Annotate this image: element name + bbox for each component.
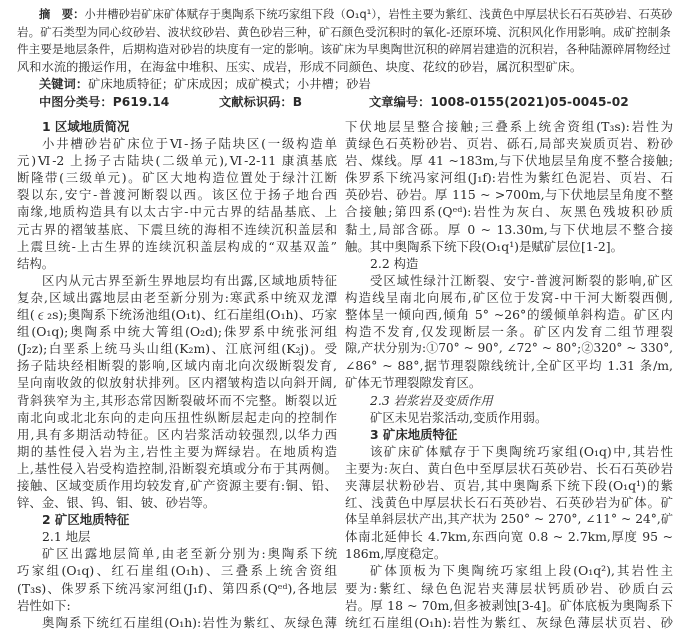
paragraph-start: 矿区出露地层简单,由老至新分别为:奥陶系下统 xyxy=(42,546,337,562)
text-line: 南北向或北北东向的走向压扭性纵断层起走向的控制作 xyxy=(17,409,337,425)
text-line: 期的基性侵入岩为主,岩性主要为辉绿岩。在地质构造 xyxy=(17,443,337,459)
text-line: ∠86° ~ 88°,据节理裂隙线统计,全矿区平均 1.31 条/m, xyxy=(345,358,673,374)
section-heading: 2 矿区地质特征 xyxy=(42,512,130,528)
text-line: 构造线呈南北向展布,矿区位于发窝-中干河大断裂西侧, xyxy=(345,289,673,305)
text-line: 英砂岩、砂岩。厚 115 ~ >700m,与下伏地层呈角度不整 xyxy=(345,187,673,203)
text-line: 侏罗系下统冯家河组(J₁f):岩性为紫红色泥岩、页岩、石 xyxy=(345,170,673,186)
document-code: 文献标识码：B xyxy=(219,94,303,109)
text-line: 下伏地层呈整合接触;三叠系上统舍资组(T₃s):岩性为 xyxy=(345,119,673,134)
text-line: 元古界的褶皱基底、下震旦统的海相不连续沉积盖层和 xyxy=(17,221,337,237)
text-line: 用,具有多期活动特征。区内岩浆活动较强烈,以华力西 xyxy=(17,426,337,442)
text-line: 体呈单斜层状产出,其产状为 250° ~ 270°, ∠11° ~ 24°,矿 xyxy=(345,512,673,527)
text-line: 统红石崖组(O₁h):岩性为紫红、灰绿色薄层状页岩、砂 xyxy=(345,614,673,630)
text-line: 复杂,区域出露地层由老至新分别为:寒武系中统双龙潭 xyxy=(17,289,337,305)
section-heading: 1 区域地质简况 xyxy=(42,119,130,134)
paragraph-end: 结构。 xyxy=(17,255,55,271)
text-line: 体南北延伸长 4.7km,东西向宽 0.8 ~ 2.7km,厚度 95 ~ xyxy=(345,529,673,545)
text-line: 巧家组(O₁q)、红石崖组(O₁h)、三叠系上统舍资组 xyxy=(17,563,337,579)
paragraph-end: 矿体无节理裂隙发育区。 xyxy=(345,375,482,391)
text-line: 断隆带(三级单元)。矿区大地构造位置处于绿汁江断 xyxy=(17,170,337,186)
text-line: 红、浅黄色中厚层状长石石英砂岩、石英砂岩为矿体。矿 xyxy=(345,495,673,511)
subsection-heading: 2.1 地层 xyxy=(42,529,91,545)
paragraph-start: 奥陶系下统红石崖组(O₁h):岩性为紫红、灰绿色薄 xyxy=(42,614,337,630)
paragraph-start: 区内从元古界至新生界地层均有出露,区域地质特征 xyxy=(42,272,337,288)
paragraph-start: 受区域性绿汁江断裂、安宁-普渡河断裂的影响,矿区 xyxy=(370,272,673,288)
metadata-row xyxy=(17,94,677,112)
article-number: 文章编号：1008-0155(2021)05-0045-02 xyxy=(369,94,629,109)
keywords-label: 关键词： xyxy=(39,77,89,92)
text-line: 南缘,地质构造具有以太古宇-中元古界的结晶基底、上 xyxy=(17,204,337,220)
clc-number: 中图分类号：P619.14 xyxy=(39,94,170,109)
abstract-text: 小井槽砂岩矿床矿体赋存于奥陶系下统巧家组下段（O₁q¹），岩性主要为紫红、浅黄色中厚层状长石石英砂岩、石英砂 xyxy=(84,8,673,21)
text-line: (T₃s)、侏罗系下统冯家河组(J₁f)、第四系(Qᵉᵈ),各地层 xyxy=(17,580,337,596)
text-line: 岩。厚 18 ~ 70m,但多被剥蚀[3-4]。矿体底板为奥陶系下 xyxy=(345,597,673,613)
text-line: 组(∊₂s);奥陶系下统汤池组(O₁t)、红石崖组(O₁h)、巧家 xyxy=(17,307,337,323)
paragraph-end: 锌、金、银、钨、钼、铍、砂岩等。 xyxy=(17,495,216,511)
paragraph-start: 该矿床矿体赋存于下奥陶统巧家组(O₁q)中,其岩性 xyxy=(370,443,673,459)
subsection-heading: 2.3 岩浆岩及变质作用 xyxy=(370,392,493,408)
paragraph-start: 矿体顶板为下奥陶统巧家组上段(O₁q²),其岩性主 xyxy=(370,563,673,579)
paragraph-end: 岩性如下: xyxy=(17,597,71,613)
text-line: 要为:紫红、绿色色泥岩夹薄层状钙质砂岩、砂质白云 xyxy=(345,580,673,596)
abstract-line xyxy=(17,6,677,24)
text-line: 呈向南收敛的似放射状排列。区内褶皱构造以向斜开阔, xyxy=(17,375,337,391)
text-line: 接触、区域变质作用均较发育,矿产资源主要有:铜、铅、 xyxy=(17,477,337,493)
section-heading: 3 矿床地质特征 xyxy=(370,426,458,442)
text-line: 主要为:灰白、黄白色中至厚层状石英砂岩、长石石英砂岩 xyxy=(345,460,673,476)
paragraph-start: 矿区未见岩浆活动,变质作用弱。 xyxy=(370,409,548,425)
keywords-line xyxy=(17,76,677,94)
text-line: 岩、煤线。厚 41 ~183m,与下伏地层呈角度不整合接触; xyxy=(345,153,673,169)
text-line: 扬子陆块经相断裂的影响,区域内南北向次级断裂发育, xyxy=(17,358,337,374)
left-column xyxy=(17,118,337,631)
text-line: 黄绿色石英粉砂岩、页岩、砾石,局部夹炭质页岩、粉砂 xyxy=(345,136,673,152)
text-line: 元)Ⅵ-2 上扬子古陆块(二级单元),Ⅵ-2-11 康滇基底 xyxy=(17,153,337,169)
text-line: 构造不发育,仅发现断层一条。矿区内发育二组节理裂 xyxy=(345,324,673,340)
abstract-line: 岩。矿石类型为同心纹砂岩、波状纹砂岩、黄色砂岩三种，矿石颜色受沉积时的氧化-还原环境、沉积风化作用影响。成矿控制条 xyxy=(17,24,671,39)
text-line: 整体呈一倾向西,倾角 5° ~26°的缓倾单斜构造。矿区内 xyxy=(345,307,673,323)
paragraph-end: 186m,厚度稳定。 xyxy=(345,546,447,562)
text-line: (J₂z);白垩系上统马头山组(K₂m)、江底河组(K₂j)。受 xyxy=(17,341,337,357)
text-line: 组(O₁q);奥陶系中统大箐组(O₂d);侏罗系中统张河组 xyxy=(17,324,337,340)
paragraph-start: 小井槽砂岩矿床位于Ⅵ-扬子陆块区(一级构造单 xyxy=(42,136,337,152)
abstract-line: 风和水流的搬运作用，在海盆中堆积、压实、成岩，形成不同颜色、块度、花纹的砂岩，属沉积型矿床。 xyxy=(17,59,583,74)
keywords: 矿床地质特征；矿床成因；成矿模式；小井槽；砂岩 xyxy=(88,77,371,92)
text-line: 裂以东,安宁-普渡河断裂以西。该区位于扬子地台西 xyxy=(17,187,337,203)
text-line: 上,基性侵入岩受构造控制,沿断裂充填或分布于其两侧。 xyxy=(17,460,337,476)
abstract-line: 件主要是地层条件，后期构造对砂岩的块度有一定的影响。该矿床为早奥陶世沉积的碎屑岩建造的沉积岩，各种陆源碎屑物经过 xyxy=(17,42,671,57)
text-line: 背斜狭窄为主,其形态常因断裂破坏而不完整。断裂以近 xyxy=(17,392,337,408)
abstract-label: 摘 要： xyxy=(39,8,85,21)
text-line: 黏土,局部含砾。厚 0 ~ 13.30m,与下伏地层不整合接 xyxy=(345,221,673,237)
text-line: 上震旦统-上古生界的连续沉积盖层构成的“双基双盖” xyxy=(17,238,337,254)
right-column xyxy=(345,118,673,631)
text-line: 合接触;第四系(Qᵉᵈ):岩性为灰白、灰黑色残坡积砂质 xyxy=(345,204,673,220)
text-line: 夹薄层状粉砂岩、页岩,其中奥陶系下统下段(O₁q¹)的紫 xyxy=(345,477,673,493)
subsection-heading: 2.2 构造 xyxy=(370,255,419,271)
text-line: 隙,产状分别为:①70° ~ 90°, ∠72° ~ 80°;②320° ~ 330°, xyxy=(345,341,673,356)
abstract-block xyxy=(17,6,677,112)
paragraph-end: 触。其中奥陶系下统下段(O₁q¹)是赋矿层位[1-2]。 xyxy=(345,238,623,254)
